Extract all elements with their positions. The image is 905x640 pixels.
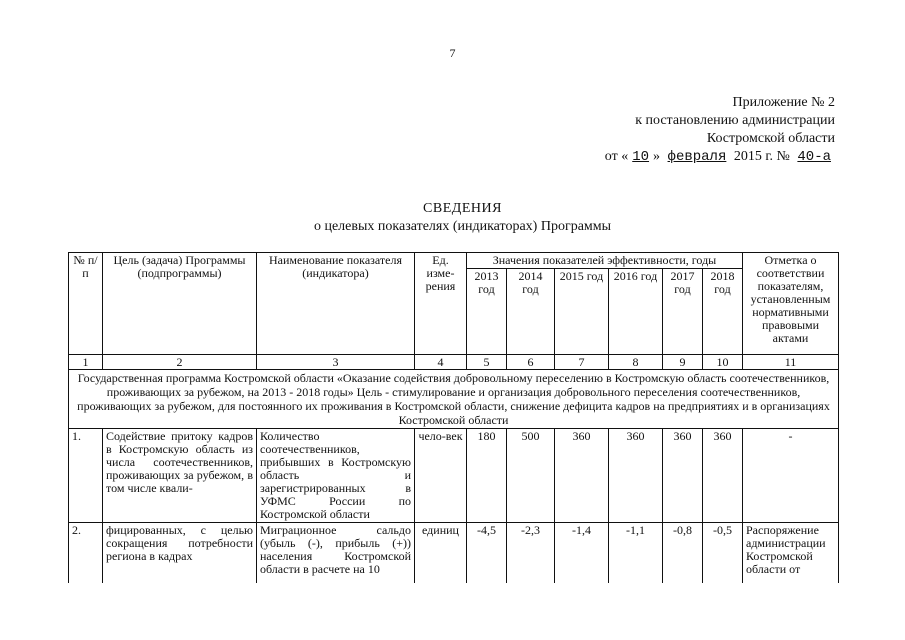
- header-indicator: Наименование показателя (индикатора): [257, 253, 415, 355]
- date-prefix: от «: [604, 149, 629, 164]
- column-number: 9: [663, 355, 703, 370]
- header-year: 2014 год: [507, 269, 555, 355]
- appendix-title: Приложение № 2: [732, 95, 835, 110]
- column-number: 8: [609, 355, 663, 370]
- header-unit: Ед. изме-рения: [415, 253, 467, 355]
- column-number: 3: [257, 355, 415, 370]
- date-mid: »: [653, 149, 661, 164]
- row-value: -0,5: [703, 523, 743, 584]
- header-values-group: Значения показателей эффективности, годы: [467, 253, 743, 269]
- row-value: -0,8: [663, 523, 703, 584]
- date-year: 2015 г. №: [733, 149, 790, 164]
- table-row: [69, 429, 839, 523]
- table-row: [69, 523, 839, 584]
- row-value: 180: [467, 429, 507, 523]
- column-number: 10: [703, 355, 743, 370]
- row-value: -1,4: [555, 523, 609, 584]
- row-number: 1.: [69, 429, 103, 523]
- appendix-date-line: [535, 148, 835, 166]
- document-number: 40-а: [797, 149, 831, 165]
- date-month: февраля: [667, 149, 727, 165]
- row-value: 360: [663, 429, 703, 523]
- row-goal: Содействие притоку кадров в Костромскую область из числа соотечественников, проживающих за рубежом, в том числе квали-: [103, 429, 257, 523]
- row-indicator: Миграционное сальдо (убыль (-), прибыль (+)) населения Костромской области в расчете на 10: [257, 523, 415, 584]
- appendix-region: Костромской области: [706, 131, 835, 146]
- column-number: 1: [69, 355, 103, 370]
- program-description: Государственная программа Костромской области «Оказание содействия добровольному переселению в Костромскую область соотечественников, проживающих за рубежом, на 2013 - 2018 годы» Цель - стимулирование и организация добровольного переселения соотечественников, проживающих за рубежом, для постоянного их проживания в Костромской области, снижение дефицита кадров на предприятиях и в организациях Костромской области: [69, 370, 839, 429]
- row-unit: чело-век: [415, 429, 467, 523]
- row-value: 500: [507, 429, 555, 523]
- document-title: СВЕДЕНИЯ: [423, 201, 502, 216]
- header-number: № п/п: [69, 253, 103, 355]
- header-year: 2017 год: [663, 269, 703, 355]
- appendix-block: [535, 94, 835, 166]
- row-value: -1,1: [609, 523, 663, 584]
- column-number: 5: [467, 355, 507, 370]
- column-number: 11: [743, 355, 839, 370]
- header-year: 2016 год: [609, 269, 663, 355]
- appendix-resolution: к постановлению администрации: [635, 113, 835, 128]
- row-value: 360: [609, 429, 663, 523]
- column-number: 6: [507, 355, 555, 370]
- date-day: 10: [632, 149, 650, 165]
- document-subtitle: о целевых показателях (индикаторах) Программы: [313, 219, 612, 234]
- header-year: 2015 год: [555, 269, 609, 355]
- row-value: 360: [703, 429, 743, 523]
- column-numbers-row: [69, 355, 839, 370]
- column-number: 4: [415, 355, 467, 370]
- header-mark: Отметка о соответствии показателям, установленным нормативными правовыми актами: [743, 253, 839, 355]
- column-number: 7: [555, 355, 609, 370]
- row-value: -4,5: [467, 523, 507, 584]
- row-indicator: Количество соотечественников, прибывших в Костромскую область и зарегистрированных в УФМС России по Костромской области: [257, 429, 415, 523]
- row-unit: единиц: [415, 523, 467, 584]
- row-number: 2.: [69, 523, 103, 584]
- row-mark: -: [743, 429, 839, 523]
- header-goal: Цель (задача) Программы (подпрограммы): [103, 253, 257, 355]
- row-mark: Распоряжение администрации Костромской области от: [743, 523, 839, 584]
- document-title-block: [100, 200, 825, 236]
- column-number: 2: [103, 355, 257, 370]
- page-number: 7: [449, 46, 456, 60]
- row-goal: фицированных, с целью сокращения потребности региона в кадрах: [103, 523, 257, 584]
- row-value: -2,3: [507, 523, 555, 584]
- row-value: 360: [555, 429, 609, 523]
- table-header-row: [69, 253, 839, 269]
- indicators-table: [68, 252, 839, 583]
- program-row: [69, 370, 839, 429]
- header-year: 2013 год: [467, 269, 507, 355]
- header-year: 2018 год: [703, 269, 743, 355]
